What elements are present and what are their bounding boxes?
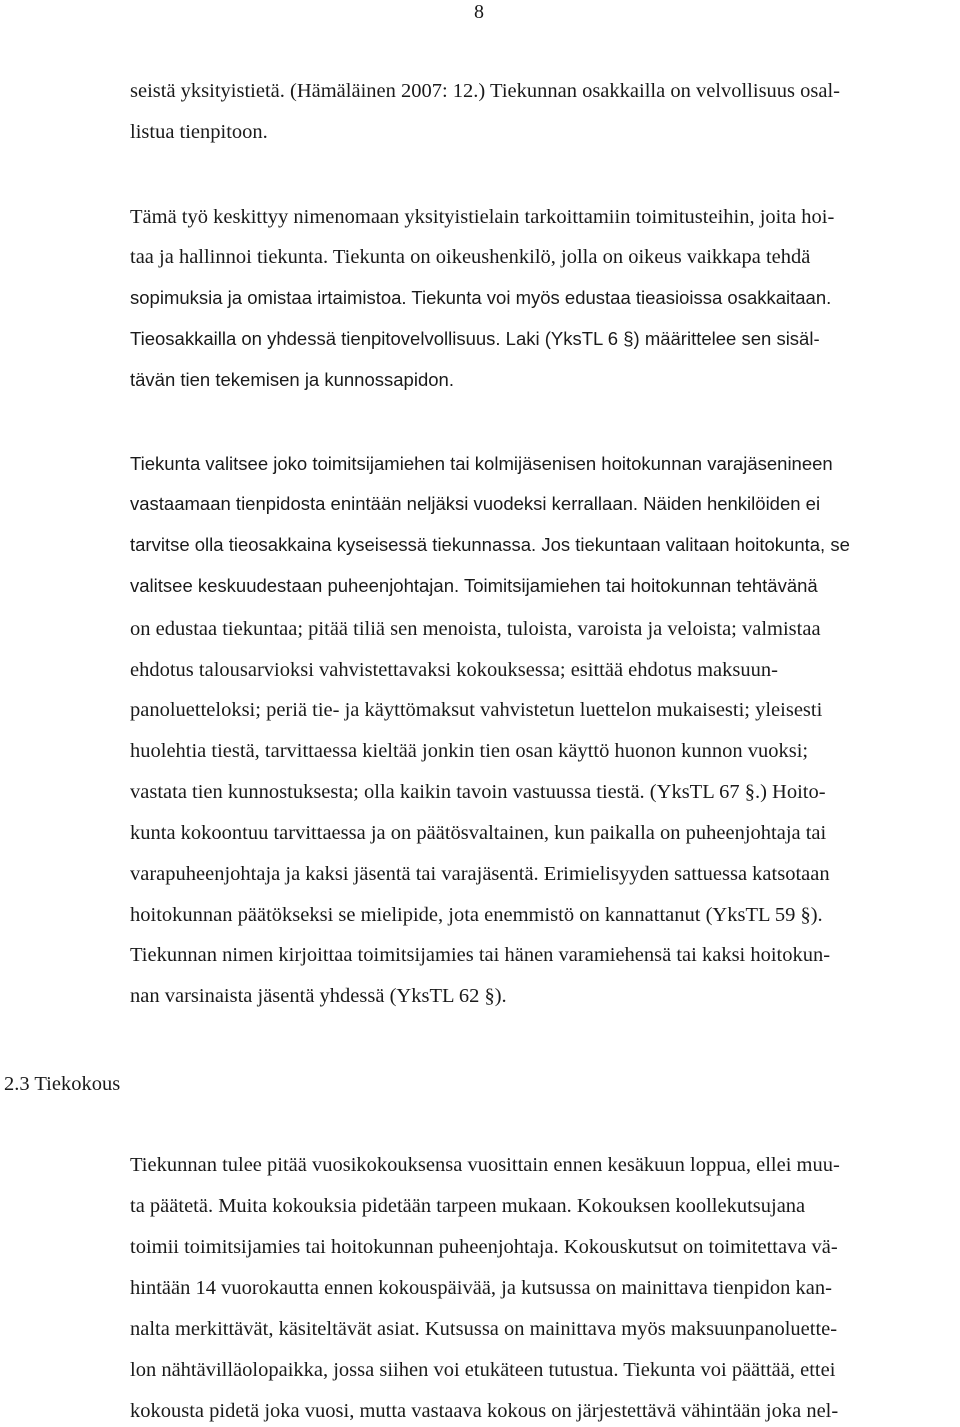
- body-line: valitsee keskuudestaan puheenjohtajan. Toimitsijamiehen tai hoitokunnan tehtävänä: [130, 575, 818, 596]
- body-line: kokousta pidetä joka vuosi, mutta vastaava kokous on järjestettävä vähintään joka nel-: [130, 1400, 839, 1422]
- body-line: toimii toimitsijamies tai hoitokunnan puheenjohtaja. Kokouskutsut on toimitettava vä-: [130, 1236, 838, 1258]
- body-line: varapuheenjohtaja ja kaksi jäsentä tai varajäsentä. Erimielisyyden sattuessa katsotaan: [130, 863, 830, 885]
- body-line: panoluetteloksi; periä tie- ja käyttömaksut vahvistetun luettelon mukaisesti; yleisesti: [130, 699, 823, 721]
- body-line: Tiekunnan tulee pitää vuosikokouksensa vuosittain ennen kesäkuun loppua, ellei muu-: [130, 1154, 840, 1176]
- body-line: taa ja hallinnoi tiekunta. Tiekunta on oikeushenkilö, jolla on oikeus vaikkapa tehdä: [130, 246, 811, 268]
- body-line: listua tienpitoon.: [130, 121, 268, 143]
- body-line: on edustaa tiekuntaa; pitää tiliä sen menoista, tuloista, varoista ja veloista; valmistaa: [130, 618, 821, 640]
- body-line: Tiekunta valitsee joko toimitsijamiehen tai kolmijäsenisen hoitokunnan varajäsenineen: [130, 453, 833, 474]
- body-line: ta päätetä. Muita kokouksia pidetään tarpeen mukaan. Kokouksen koollekutsujana: [130, 1195, 806, 1217]
- body-line: huolehtia tiestä, tarvittaessa kieltää jonkin tien osan käyttö huonon kunnon vuoksi;: [130, 740, 809, 762]
- body-line: Tieosakkailla on yhdessä tienpitovelvollisuus. Laki (YksTL 6 §) määrittelee sen sisäl-: [130, 328, 820, 349]
- body-line: hintään 14 vuorokautta ennen kokouspäivää, ja kutsussa on mainittava tienpidon kan-: [130, 1277, 832, 1299]
- body-line: vastaamaan tienpidosta enintään neljäksi vuodeksi kerrallaan. Näiden henkilöiden ei: [130, 493, 821, 514]
- body-line: vastata tien kunnostuksesta; olla kaikin tavoin vastuussa tiestä. (YksTL 67 §.) Hoito-: [130, 781, 826, 803]
- body-line: lon nähtävilläolopaikka, jossa siihen voi etukäteen tutustua. Tiekunta voi päättää, ettei: [130, 1359, 836, 1381]
- body-line: seistä yksityistietä. (Hämäläinen 2007: 12.) Tiekunnan osakkailla on velvollisuus osal-: [130, 80, 841, 102]
- body-line: nalta merkittävät, käsiteltävät asiat. Kutsussa on mainittava myös maksuunpanoluette-: [130, 1318, 838, 1340]
- section-heading: 2.3 Tiekokous: [4, 1073, 121, 1095]
- body-line: sopimuksia ja omistaa irtaimistoa. Tiekunta voi myös edustaa tieasioissa osakkaitaan.: [130, 287, 832, 308]
- body-line: ehdotus talousarvioksi vahvistettavaksi kokouksessa; esittää ehdotus maksuun-: [130, 659, 778, 681]
- body-line: Tiekunnan nimen kirjoittaa toimitsijamies tai hänen varamiehensä tai kaksi hoitokun-: [130, 944, 831, 966]
- body-line: tävän tien tekemisen ja kunnossapidon.: [130, 369, 454, 390]
- page-number: 8: [474, 1, 484, 23]
- body-line: kunta kokoontuu tarvittaessa ja on päätösvaltainen, kun paikalla on puheenjohtaja tai: [130, 822, 827, 844]
- body-line: tarvitse olla tieosakkaina kyseisessä tiekunnassa. Jos tiekuntaan valitaan hoitokunta, se: [130, 534, 850, 555]
- body-line: Tämä työ keskittyy nimenomaan yksityistielain tarkoittamiin toimitusteihin, joita hoi-: [130, 206, 835, 228]
- body-line: nan varsinaista jäsentä yhdessä (YksTL 62 §).: [130, 985, 507, 1007]
- body-line: hoitokunnan päätökseksi se mielipide, jota enemmistö on kannattanut (YksTL 59 §).: [130, 904, 823, 926]
